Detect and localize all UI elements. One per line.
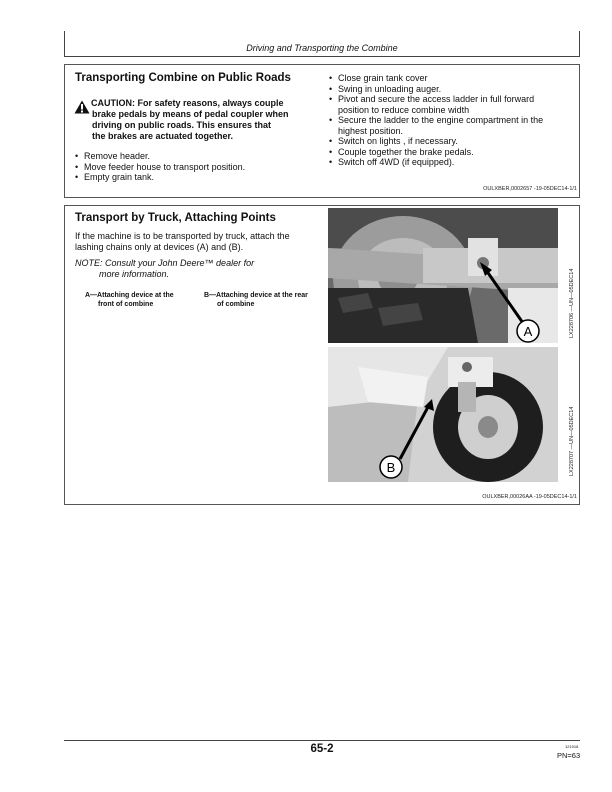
list-item [329, 115, 579, 136]
note-line: more information. [99, 269, 170, 279]
photo-rear-attaching-device [328, 347, 558, 482]
list-item [329, 94, 579, 115]
note-line: NOTE: Consult your John Deere™ dealer for [75, 258, 255, 268]
list-item: • Swing in unloading auger. [329, 84, 579, 95]
page-number: 65-2 [310, 743, 334, 755]
legend-b [204, 292, 324, 309]
list-item: • Move feeder house to transport position. [75, 162, 315, 173]
legend-line: A—Attaching device at the [85, 292, 174, 299]
caution-line: driving on public roads. This ensures that [92, 120, 272, 130]
caution-line: the brakes are actuated together. [92, 131, 234, 141]
body-paragraph [75, 231, 315, 253]
note-paragraph [75, 258, 305, 280]
footer-rule [64, 740, 580, 741]
footer-pn: PN=63 [557, 751, 581, 760]
section-transport-by-truck [64, 205, 580, 505]
warning-triangle-icon [74, 100, 90, 114]
doc-id: OULXBER,00026AA -19-05DEC14-1/1 [482, 494, 577, 500]
section-title: Transporting Combine on Public Roads [75, 72, 291, 84]
footer-code: 121918 [565, 744, 579, 749]
section-title: Transport by Truck, Attaching Points [75, 212, 276, 224]
list-item-line: position to reduce combine width [338, 104, 470, 115]
section-transporting-public-roads [64, 64, 580, 198]
list-item: • Close grain tank cover [329, 73, 579, 84]
caution-block [74, 98, 324, 142]
list-item: • Empty grain tank. [75, 172, 315, 183]
list-item: • Switch off 4WD (if equipped). [329, 157, 579, 168]
image-id-top: LX228706 —UN—05DEC14 [569, 268, 575, 338]
list-item-line: highest position. [338, 125, 404, 136]
list-item: • Switch on lights , if necessary. [329, 136, 579, 147]
legend-line: of combine [217, 300, 255, 308]
body-line: If the machine is to be transported by truck, attach the [75, 231, 290, 241]
legend-line: B—Attaching device at the rear [204, 292, 308, 299]
right-bullet-list [329, 73, 579, 168]
doc-id: OULXBER,0002657 -19-05DEC14-1/1 [483, 186, 577, 192]
photo-front-attaching-device [328, 208, 558, 343]
list-item-line: Secure the ladder to the engine compartment in the [338, 115, 544, 125]
callout-a: A [523, 324, 533, 339]
legend-line: front of combine [98, 300, 154, 308]
list-item: • Remove header. [75, 151, 315, 162]
callout-b: B [386, 460, 396, 475]
list-item: • Couple together the brake pedals. [329, 147, 579, 158]
header-rule-bottom [64, 56, 580, 57]
body-line: lashing chains only at devices (A) and (B). [75, 242, 244, 252]
caution-line: brake pedals by means of pedal coupler when [92, 109, 289, 119]
left-bullet-list [75, 151, 315, 183]
running-header: Driving and Transporting the Combine [246, 43, 398, 53]
caution-line: CAUTION: For safety reasons, always couple [91, 98, 284, 108]
list-item-line: Pivot and secure the access ladder in full forward [338, 94, 535, 104]
image-id-bottom: LX228707 —UN—05DEC14 [569, 406, 575, 476]
legend-a [85, 292, 200, 309]
